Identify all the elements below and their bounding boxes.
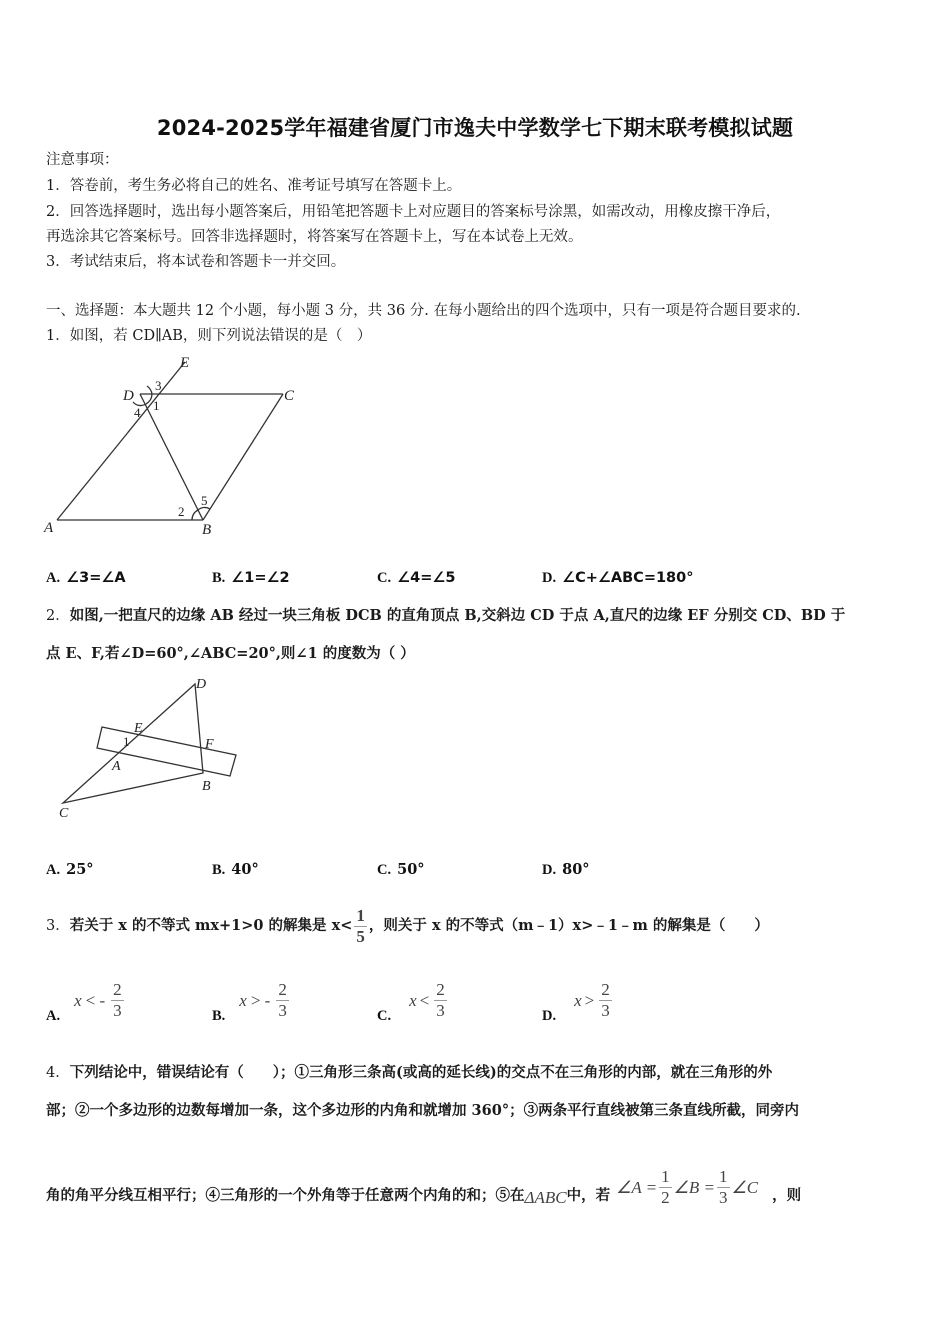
question-4-line3: 角的角平分线互相平行；④三角形的一个外角等于任意两个内角的和；⑤在 ΔABC 中，若 ∠A = $\frac{1}{2}$ ∠B = $\frac{1}{3}$ ∠C ，则 (46, 1167, 802, 1207)
question-2-stem-line2: 点 E、F,若∠D=60°,∠ABC=20°,则∠1 的度数为（ ） (46, 645, 415, 662)
question-2-stem-line1 (46, 606, 845, 626)
question-text: 如图，若 CD∥AB，则下列说法错误的是（ ） (69, 328, 372, 344)
question-text: 如图,一把直尺的边缘 AB 经过一块三角板 DCB 的直角顶点 B,交斜边 CD 于点 A,直尺的边缘 EF 分别交 CD、BD 于 (69, 607, 846, 624)
label-E: E (180, 355, 190, 371)
angle-ratio-expression: ∠A = $\frac{1}{2}$ ∠B = $\frac{1}{3}$ ∠C (616, 1167, 759, 1207)
question-text-pre: 若关于 x 的不等式 mx+1>0 的解集是 x< (69, 917, 353, 934)
label-D: D (123, 388, 134, 404)
triangle-abc: ΔABC (524, 1188, 567, 1207)
question-3-option-b[interactable]: B. x > - $\frac{2}{3}$ (212, 980, 287, 1024)
angle-5: 5 (201, 493, 208, 508)
question-number: 1． (46, 328, 70, 344)
question-3-option-d[interactable]: D. x > $\frac{2}{3}$ (542, 980, 610, 1024)
question-1-option-b[interactable]: B. ∠1=∠2 (212, 570, 290, 586)
section-heading: 一、选择题：本大题共 12 个小题，每小题 3 分，共 36 分. 在每小题给出的四个选项中，只有一项是符合题目要求的. (46, 303, 801, 319)
question-2-option-c[interactable]: C. 50° (377, 861, 425, 878)
label-B: B (202, 522, 212, 538)
question-2-option-d[interactable]: D. 80° (542, 861, 590, 878)
angle-3: 3 (155, 378, 162, 393)
question-2-option-b[interactable]: B. 40° (212, 861, 259, 878)
notice-item-1: 1．答卷前，考生务必将自己的姓名、准考证号填写在答题卡上。 (46, 178, 462, 194)
question-1-option-d[interactable]: D. ∠C+∠ABC=180° (542, 570, 694, 586)
question-4-line1 (46, 1063, 772, 1083)
question-text-post: ，则关于 x 的不等式（m﹣1）x>﹣1﹣m 的解集是（ ） (368, 917, 769, 934)
label-D: D (196, 677, 207, 692)
label-B: B (202, 779, 211, 794)
label-F: F (205, 737, 214, 752)
question-number: 3． (46, 918, 70, 934)
angle-2: 2 (178, 504, 185, 519)
notice-item-2-cont: 再选涂其它答案标号。回答非选择题时，将答案写在答题卡上，写在本试卷上无效。 (46, 229, 583, 245)
page-title: 2024-2025学年福建省厦门市逸夫中学数学七下期末联考模拟试题 (156, 116, 794, 140)
question-text: 下列结论中，错误结论有（ ）；①三角形三条高(或高的延长线)的交点不在三角形的内部，就在三角形的外 (69, 1064, 773, 1081)
question-1-stem (46, 326, 371, 346)
fraction-one-fifth: $\frac{1}{5}$ (356, 905, 365, 946)
label-E: E (134, 721, 143, 736)
question-number: 4． (46, 1065, 70, 1081)
question-1-option-a[interactable]: A. ∠3=∠A (46, 570, 126, 586)
question-3-stem (46, 898, 769, 954)
notice-item-2: 2．回答选择题时，选出每小题答案后，用铅笔把答题卡上对应题目的答案标号涂黑，如需改动，用橡皮擦干净后， (46, 204, 781, 220)
label-C: C (59, 806, 69, 821)
question-2-figure (50, 672, 250, 822)
question-3-option-c[interactable]: C. x < $\frac{2}{3}$ (377, 980, 445, 1024)
label-A: A (44, 520, 54, 536)
notice-heading: 注意事项： (46, 152, 119, 168)
angle-4: 4 (134, 405, 141, 420)
question-1-figure (40, 352, 315, 542)
question-number: 2． (46, 608, 70, 624)
question-4-line2: 部；②一个多边形的边数每增加一条，这个多边形的内角和就增加 360°；③两条平行直线被第三条直线所截，同旁内 (46, 1102, 800, 1119)
label-A: A (112, 759, 121, 774)
label-C: C (284, 388, 295, 404)
angle-1: 1 (153, 398, 160, 413)
question-2-option-a[interactable]: A. 25° (46, 861, 94, 878)
notice-item-3: 3．考试结束后，将本试卷和答题卡一并交回。 (46, 254, 346, 270)
question-3-option-a[interactable]: A. x < - $\frac{2}{3}$ (46, 980, 122, 1024)
question-1-option-c[interactable]: C. ∠4=∠5 (377, 570, 456, 586)
angle-1: 1 (123, 734, 130, 749)
